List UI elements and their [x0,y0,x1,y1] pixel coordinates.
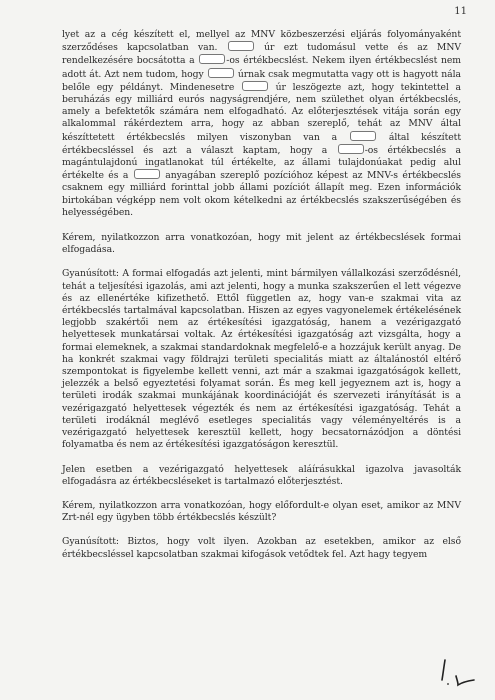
document-body [62,29,461,561]
redaction-box [350,131,376,141]
paragraph-4: Jelen esetben a vezérigazgató helyettesek aláírásukkal igazolva javasolták elfogadásra az értékbecsléseket is tartalmazó előterjesztést. [62,463,461,487]
handwritten-signature [427,654,487,690]
redaction-box [228,41,254,51]
redaction-box [338,144,364,154]
redaction-box [242,81,268,91]
paragraph-2: Kérem, nyilatkozzon arra vonatkozóan, hogy mit jelent az értékbecslések formai elfogadása. [62,232,461,256]
redaction-box [208,68,234,78]
paragraph-6: Gyanúsított: Biztos, hogy volt ilyen. Azokban az esetekben, amikor az első értékbecsléssel kapcsolatban szakmai kifogások vetődtek fel. Azt hagy tegyem [62,536,461,560]
page-number: 11 [454,6,467,17]
redaction-box [134,169,160,179]
paragraph-3: Gyanúsított: A formai elfogadás azt jelenti, mint bármilyen vállalkozási szerződésnél, tehát a teljesítési igazolás, ami azt jelenti, hogy a munka szakszerűen el lett végezve és az ellenértéke kifizethető. Ettől független az, hogy van-e szakmai vita az értékbecslés tartalmával kapcsolatban. Hiszen az egyes vagyonelemek értékelésének legjobb szakértői nem az értékesítési igazgatóság, hanem a vezérigazgató helyettesek munkatársai voltak. Az értékesítési igazgatóság azt vizsgálta, hogy a formai elemeknek, a szakmai standardoknak megfelelő-e a hozzájuk került anyag. De ha konkrét szakmai vagy földrajzi területi specialitás miatt az általánostól eltérő szempontokat is figyelembe kellett venni, azt már a szakmai igazgatóságok kellett, jelezzék a belső egyeztetési folyamat során. És meg kell jegyeznem azt is, hogy a területi irodák szakmai munkájának koordinációját és szervezeti irányítását is a vezérigazgató helyettesek végezték és nem az értékesítési igazgatóság. Tehát a területi irodáknál meglévő esetleges specialitás vagy véleményeltérés is a vezérigazgató helyettesek keresztül kellett, hogy becsatornázódjon a döntési folyamatba és nem az értékesítési igazgatóságon keresztül. [62,268,461,451]
redaction-box [199,54,225,64]
paragraph-5: Kérem, nyilatkozzon arra vonatkozóan, hogy előfordult-e olyan eset, amikor az MNV Zrt-nél egy ügyben több értékbecslés készült? [62,499,461,524]
paragraph-1: lyet az a cég készített el, mellyel az MNV közbeszerzési eljárás folyományaként szerződéses kapcsolatban van. úr ezt tudomásul vette és az MNV rendelkezésére bocsátotta a -os értékbecslést. Nekem ilyen értékbecslést nem adott át. Azt nem tudom, hogy úrnak csak megmutatta vagy ott is hagyott nála belőle egy példányt. Mindenesetre úr leszögezte azt, hogy tekintettel a beruházás egy milliárd eurós nagyságrendjére, nem születhet olyan értékbecslés, amely a befektetők számára nem elfogadható. Az előterjesztések vitája során egy alkalommal rákérdeztem arra, hogy az abban szereplő, tehát az MNV által készíttetett értékbecslés milyen viszonyban van a által készített értékbecsléssel és azt a választ kaptam, hogy a -os értékbecslés a magántulajdonú ingatlanokat túl értékelte, az állami tulajdonúakat pedig alul értékelte és a anyagában szereplő pozícióhoz képest az MNV-s értékbecslés csaknem egy milliárd forinttal jobb állami pozíciót állapít meg. Ezen információk birtokában végképp nem volt okom kételkedni az értékbecslés szakszerűségében és helyességében. [62,29,462,218]
